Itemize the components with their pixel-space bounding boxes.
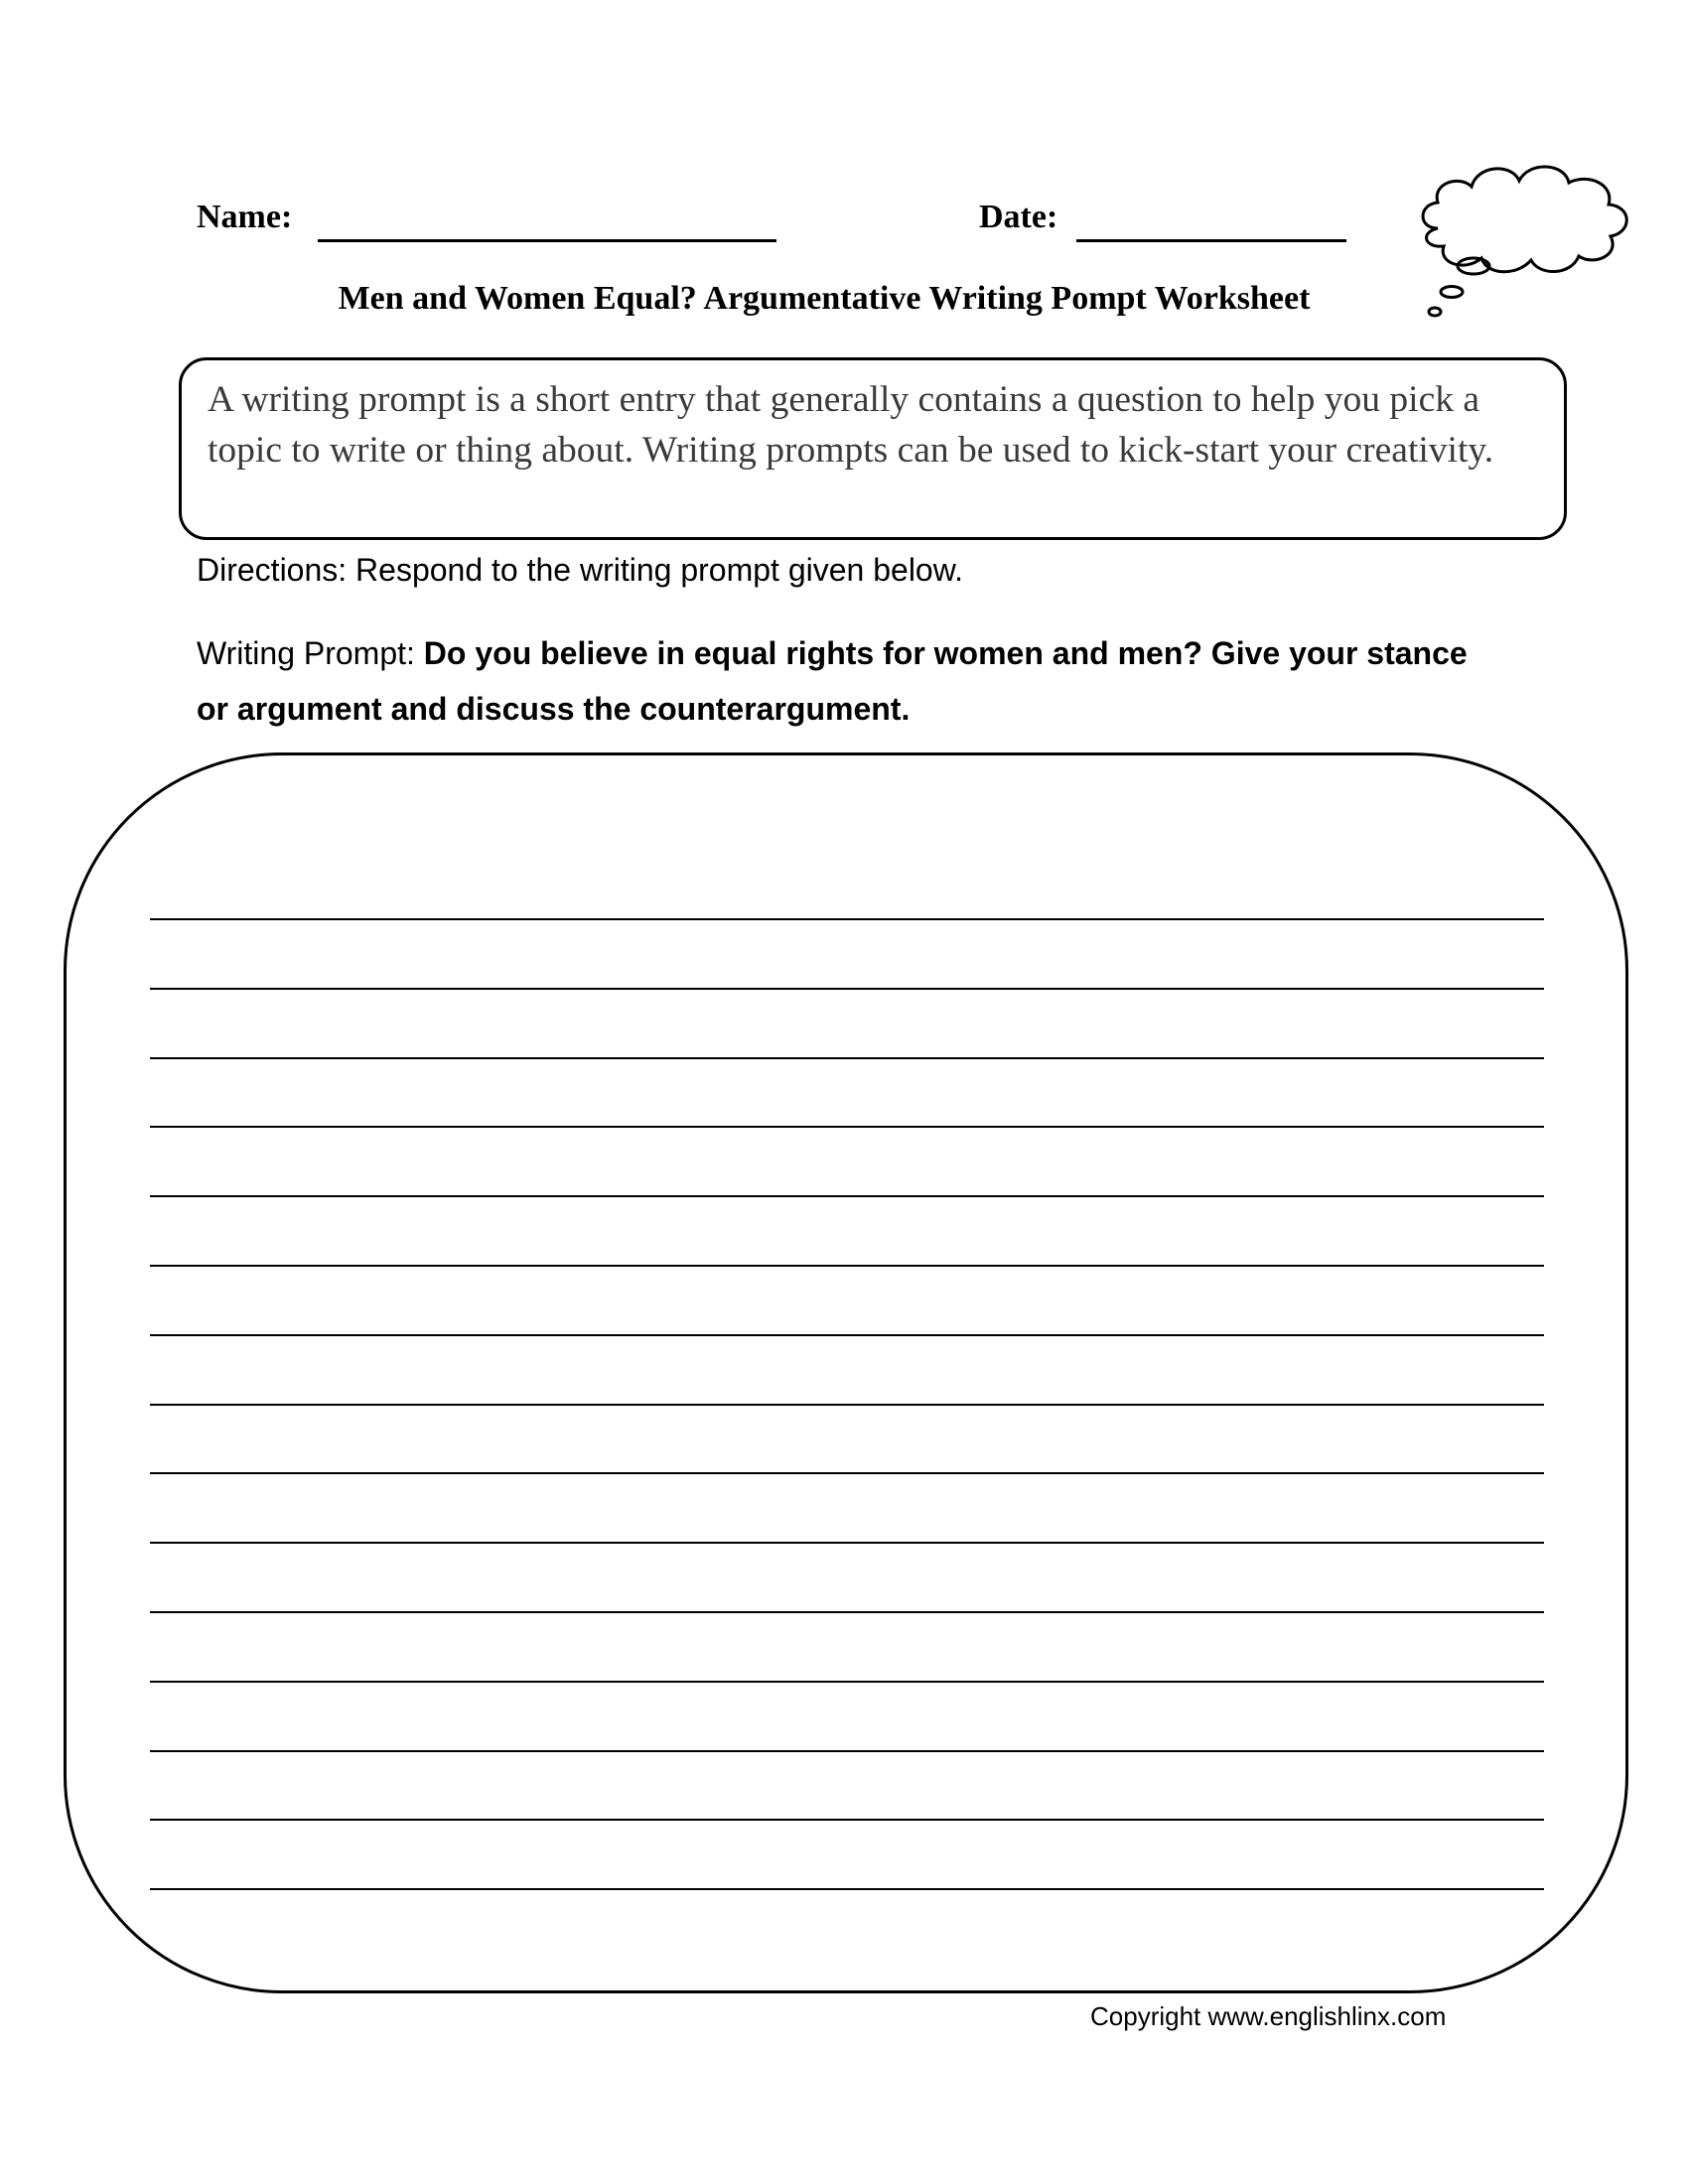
answer-line[interactable] [150,1126,1544,1128]
answer-line[interactable] [150,1750,1544,1752]
answer-line[interactable] [150,1542,1544,1544]
answer-box [64,752,1628,1993]
writing-prompt-label: Writing Prompt: [197,635,424,671]
answer-line[interactable] [150,1404,1544,1406]
answer-line[interactable] [150,1819,1544,1821]
name-label: Name: [197,199,293,235]
answer-line[interactable] [150,1265,1544,1267]
answer-line[interactable] [150,1611,1544,1613]
date-label: Date: [979,199,1058,235]
answer-line[interactable] [150,1472,1544,1474]
answer-line[interactable] [150,1681,1544,1683]
worksheet-title: Men and Women Equal? Argumentative Writing Pompt Worksheet [338,280,1311,317]
writing-prompt [197,625,1487,737]
answer-line[interactable] [150,1195,1544,1197]
answer-line[interactable] [150,1888,1544,1890]
answer-line[interactable] [150,988,1544,990]
answer-line[interactable] [150,1334,1544,1336]
answer-line[interactable] [150,1057,1544,1059]
intro-box [179,357,1567,540]
date-field[interactable] [1076,214,1346,242]
answer-line[interactable] [150,918,1544,920]
name-field[interactable] [318,214,776,242]
intro-text: A writing prompt is a short entry that generally contains a question to help you pick a topic to write or thing about. Writing prompts can be used to kick-start your creativity. [208,379,1494,471]
copyright-text: Copyright www.englishlinx.com [1090,2001,1447,2031]
writing-prompt-question: Do you believe in equal rights for women and men? Give your stance or argument and discuss the counterargument. [197,635,1468,727]
directions-text: Directions: Respond to the writing prompt given below. [197,552,963,588]
